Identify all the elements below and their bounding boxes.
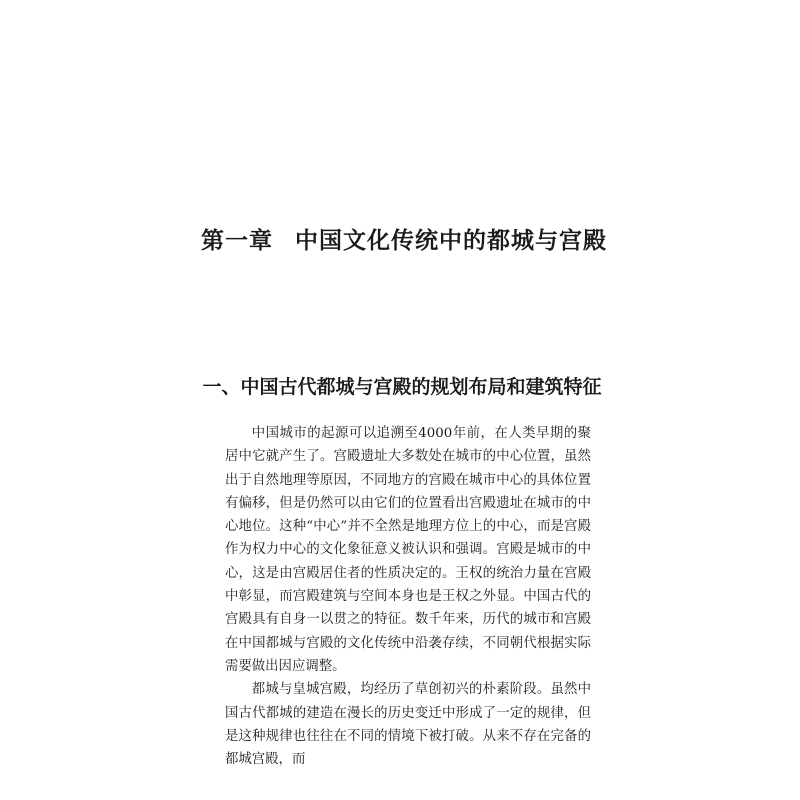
chapter-number: 第一章: [201, 227, 273, 254]
paragraph-2: 都城与皇城宫殿，均经历了草创初兴的朴素阶段。虽然中国古代都城的建造在漫长的历史变迁中形成了一定的规律，但是这种规律也往往在不同的情境下被打破。从来不存在完备的都城宫殿，而: [225, 682, 591, 768]
paragraph-1: 中国城市的起源可以追溯至4000年前，在人类早期的聚居中它就产生了。宫殿遗址大多数处在城市的中心位置，虽然出于自然地理等原因，不同地方的宫殿在城市中心的具体位置有偏移，但是仍然可以由它们的位置看出宫殿遗址在城市的中心地位。这种“中心”并不全然是地理方位上的中心，而是宫殿作为权力中心的文化象征意义被认识和强调。宫殿是城市的中心，这是由宫殿居住者的性质决定的。王权的统治力量在宫殿中彰显，而宫殿建筑与空间本身也是王权之外显。中国古代的宫殿具有自身一以贯之的特征。数千年来，历代的城市和宫殿在中国都城与宫殿的文化传统中沿袭存续，不同朝代根据实际需要做出因应调整。: [225, 426, 591, 674]
section-heading: 一、中国古代都城与宫殿的规划布局和建筑特征: [202, 376, 602, 398]
chapter-heading: [0, 222, 800, 255]
body-text: [225, 422, 591, 771]
chapter-title: 中国文化传统中的都城与宫殿: [295, 227, 607, 254]
